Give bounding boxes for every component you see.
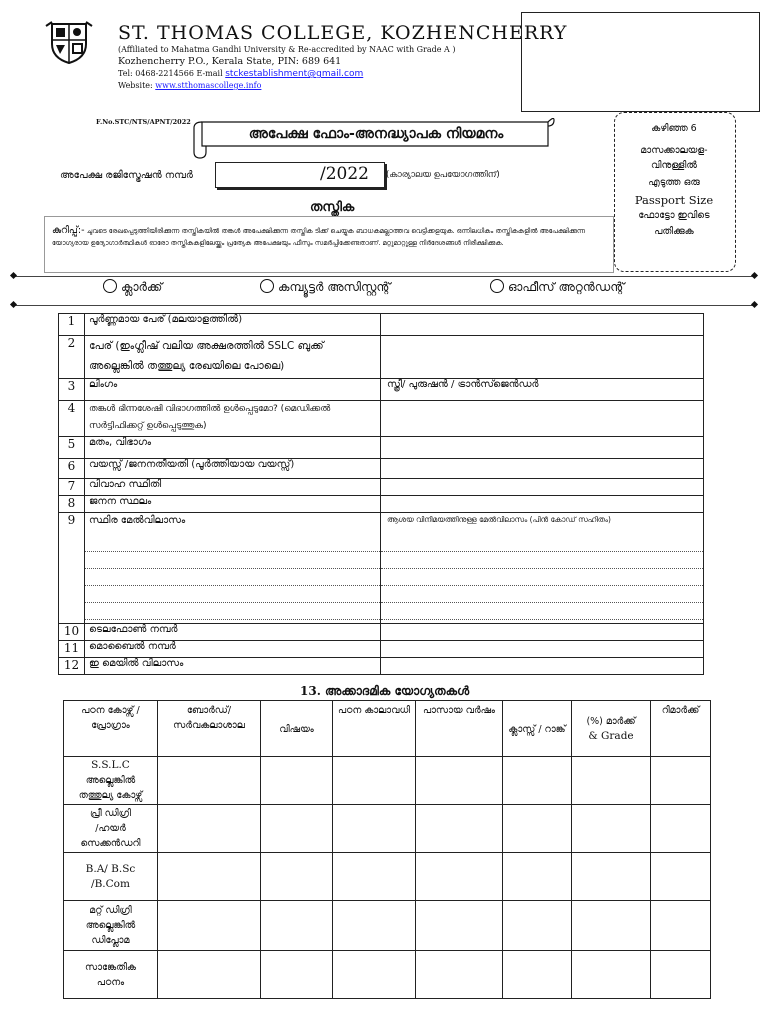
table-row	[59, 496, 704, 513]
divider-diamond	[751, 272, 758, 279]
website-label: Website:	[118, 81, 153, 90]
table-row	[64, 901, 711, 951]
table-row	[59, 336, 704, 379]
passport-line-4: എടുത്ത ഒരു	[648, 177, 700, 188]
duration-field[interactable]	[333, 853, 416, 901]
divider-diamond	[10, 301, 17, 308]
row-number: 4	[59, 401, 85, 437]
row-value-field[interactable]	[381, 401, 704, 437]
address-line	[381, 586, 703, 603]
board-field[interactable]	[158, 951, 261, 999]
passport-line-3: വിനുള്ളിൽ	[651, 160, 697, 171]
passport-line-7: പതിക്കുക	[654, 226, 694, 237]
col-header: പഠന കാലാവധി	[333, 701, 416, 757]
remark-field[interactable]	[651, 853, 711, 901]
subject-field[interactable]	[261, 805, 333, 853]
registration-note: (കാര്യാലയ ഉപയോഗത്തിന്)	[386, 170, 500, 180]
class-field[interactable]	[503, 853, 572, 901]
row-number: 6	[59, 459, 85, 479]
radio-icon[interactable]	[490, 279, 504, 293]
header-photo-box	[521, 12, 760, 112]
row-number: 7	[59, 479, 85, 496]
course-line: അല്ലെങ്കിൽ	[85, 920, 136, 931]
row-label: വയസ്സ് /ജനനതീയതി (പൂർത്തിയായ വയസ്സ്)	[85, 459, 381, 479]
note-prefix: കുറിപ്പ്:-	[52, 225, 85, 236]
email-link[interactable]: stckestablishment@gmail.com	[225, 69, 364, 79]
course-line: തത്തുല്യ കോഴ്സ്	[78, 790, 143, 801]
post-option-clerk[interactable]	[103, 279, 162, 295]
row-label: മതം, വിഭാഗം	[85, 437, 381, 459]
address-line	[85, 552, 380, 569]
course-cell	[64, 805, 158, 853]
website-line	[118, 81, 261, 90]
subject-field[interactable]	[261, 853, 333, 901]
post-label: ഓഫീസ് അറ്റൻഡന്റ്	[508, 280, 625, 294]
subject-field[interactable]	[261, 901, 333, 951]
post-option-computer-assistant[interactable]	[260, 279, 391, 295]
passport-line-6: ഫോട്ടോ ഇവിടെ	[638, 210, 710, 221]
marks-field[interactable]	[572, 757, 651, 805]
address-line	[381, 569, 703, 586]
col-header: പാസായ വർഷം	[416, 701, 503, 757]
year-field[interactable]	[416, 805, 503, 853]
class-field[interactable]	[503, 901, 572, 951]
year-field[interactable]	[416, 901, 503, 951]
row-value-field[interactable]	[381, 479, 704, 496]
address-line	[85, 535, 380, 552]
row-label: പേര് (ഇംഗ്ലീഷ് വലിയ അക്ഷരത്തിൽ SSLC ബുക്ക് അല്ലെങ്കിൽ തത്തുല്യ രേഖയിലെ പോലെ)	[85, 336, 381, 379]
col-header: ബോർഡ്/ സർവകലാശാല	[158, 701, 261, 757]
duration-field[interactable]	[333, 901, 416, 951]
row-number: 9	[59, 513, 85, 624]
duration-field[interactable]	[333, 951, 416, 999]
remark-field[interactable]	[651, 805, 711, 853]
passport-line-2: മാസക്കാലയള-	[640, 145, 708, 156]
row-label: തങ്കൾ ഭിന്നശേഷി വിഭാഗത്തിൽ ഉൾപ്പെടുമോ? (മെഡിക്കൽ സർട്ടിഫിക്കറ്റ് ഉൾപ്പെടുത്തുക)	[85, 401, 381, 437]
permanent-address-field[interactable]	[85, 513, 381, 624]
course-line: S.S.L.C	[91, 759, 130, 771]
registration-year: /2022	[320, 164, 369, 184]
year-field[interactable]	[416, 853, 503, 901]
year-field[interactable]	[416, 757, 503, 805]
course-line: പ്രീ ഡിഗ്രി	[90, 808, 131, 819]
table-row	[64, 805, 711, 853]
subject-field[interactable]	[261, 951, 333, 999]
post-label: ക്ലാർക്ക്	[121, 280, 163, 294]
row-label: ലിംഗം	[85, 379, 381, 401]
col-header-marks	[572, 701, 651, 757]
row-label: മൊബൈൽ നമ്പർ	[85, 641, 381, 658]
row-value-field[interactable]	[381, 314, 704, 336]
remark-field[interactable]	[651, 757, 711, 805]
duration-field[interactable]	[333, 805, 416, 853]
col-header: റിമാർക്ക്	[651, 701, 711, 757]
duration-field[interactable]	[333, 757, 416, 805]
col-header: (%) മാർക്ക്	[586, 716, 636, 727]
course-line: സെക്കൻഡറി	[80, 838, 141, 849]
row-number: 3	[59, 379, 85, 401]
passport-line-5: Passport Size	[634, 193, 714, 207]
table-row	[64, 951, 711, 999]
college-logo	[44, 18, 94, 64]
subject-field[interactable]	[261, 757, 333, 805]
tel-label: Tel: 0468-2214566 E-mail	[118, 69, 223, 78]
row-value-field[interactable]	[381, 437, 704, 459]
row-value-field[interactable]	[381, 459, 704, 479]
post-label: കമ്പ്യൂട്ടർ അസിസ്റ്റന്റ്	[278, 280, 391, 294]
table-row	[59, 624, 704, 641]
row-value-field[interactable]	[381, 496, 704, 513]
course-line: B.A/ B.Sc	[85, 862, 136, 875]
row-number: 8	[59, 496, 85, 513]
form-title: അപേക്ഷ ഫോം-അനദ്ധ്യാപക നിയമനം	[248, 126, 504, 142]
address-line	[85, 569, 380, 586]
course-line: ഡിപ്ലോമ	[91, 935, 130, 946]
board-field[interactable]	[158, 901, 261, 951]
contact-line	[118, 69, 363, 79]
class-field[interactable]	[503, 757, 572, 805]
col-header: പഠന കോഴ്സ് /പ്രോഗ്രാം	[64, 701, 158, 757]
course-cell	[64, 901, 158, 951]
course-line: മറ്റ് ഡിഗ്രി	[89, 905, 132, 916]
table-row	[59, 379, 704, 401]
row-number: 5	[59, 437, 85, 459]
course-line: /ഹയർ	[95, 823, 126, 834]
post-option-office-attendant[interactable]	[490, 279, 624, 295]
board-field[interactable]	[158, 853, 261, 901]
row-value-field[interactable]	[381, 658, 704, 675]
radio-icon[interactable]	[260, 279, 274, 293]
education-section-title: 13. അക്കാദമിക യോഗ്യതകൾ	[300, 684, 470, 698]
row-number: 2	[59, 336, 85, 379]
remark-field[interactable]	[651, 901, 711, 951]
row-label: വിവാഹ സ്ഥിതി	[85, 479, 381, 496]
col-header: വിഷയം	[261, 701, 333, 757]
divider-diamond	[10, 272, 17, 279]
table-row	[64, 757, 711, 805]
address-line	[85, 603, 380, 620]
col-header: & Grade	[588, 730, 634, 742]
table-header-row	[64, 701, 711, 757]
table-row	[59, 479, 704, 496]
divider-diamond	[751, 301, 758, 308]
college-name: ST. THOMAS COLLEGE, KOZHENCHERRY	[118, 22, 568, 44]
class-field[interactable]	[503, 805, 572, 853]
note-body: ചുവടെ രേഖപ്പെടുത്തിയിരിക്കുന്ന തസ്തികയിൽ തങ്കൾ അപേക്ഷിക്കുന്ന തസ്തിക ടിക്ക് ചെയ്യുക ബാധകമല്ലാത്തവ വെട്ടിക്കളയുക. ഒന്നിലധികം തസ്തികകളിൽ അപേക്ഷിക്കുന്ന യോഗ്യരായ ഉദ്യോഗാർത്ഥികൾ ഓരോ തസ്തികകളിലേയ്ക്കും പ്രത്യേക അപേക്ഷയും ഫീസും സമർപ്പിക്കേണ്ടതാണ്. മറ്റുമാറ്റുള്ള നിർദേശങ്ങൾ നിരീക്ഷിക്കുക.	[52, 227, 586, 247]
class-field[interactable]	[503, 951, 572, 999]
row-number: 10	[59, 624, 85, 641]
passport-line-1: കഴിഞ്ഞ 6	[651, 123, 697, 134]
divider-bottom	[14, 305, 754, 306]
row-value-field[interactable]	[381, 641, 704, 658]
table-row	[59, 314, 704, 336]
row-number: 12	[59, 658, 85, 675]
gender-options[interactable]: സ്ത്രീ/ പുരുഷൻ / ട്രാൻസ്ജെൻഡർ	[381, 379, 704, 401]
personal-details-table	[58, 313, 704, 675]
board-field[interactable]	[158, 805, 261, 853]
marks-field[interactable]	[572, 805, 651, 853]
post-section-title: തസ്തിക	[310, 200, 355, 215]
course-line: /B.Com	[91, 877, 130, 890]
table-row	[59, 401, 704, 437]
table-row	[64, 853, 711, 901]
address-line	[85, 586, 380, 603]
education-table	[63, 700, 711, 999]
row-label: ഇ മെയിൽ വിലാസം	[85, 658, 381, 675]
communication-address-field[interactable]	[381, 513, 704, 624]
address-line	[381, 535, 703, 552]
file-number: F.No.STC/NTS/APNT/2022	[96, 118, 191, 126]
course-line: പഠനം	[96, 976, 125, 988]
row-number: 11	[59, 641, 85, 658]
address-line	[381, 552, 703, 569]
website-link[interactable]: www.stthomascollege.info	[155, 81, 262, 90]
course-cell	[64, 757, 158, 805]
table-row	[59, 513, 704, 624]
course-cell	[64, 951, 158, 999]
row-label: ആശയ വിനിമയത്തിനുള്ള മേൽവിലാസം (പിൻ കോഡ് സഹിതം)	[387, 515, 611, 524]
row-value-field[interactable]	[381, 624, 704, 641]
radio-icon[interactable]	[103, 279, 117, 293]
row-label: ജനന സ്ഥലം	[85, 496, 381, 513]
table-row	[59, 459, 704, 479]
table-row	[59, 437, 704, 459]
remark-field[interactable]	[651, 951, 711, 999]
table-row	[59, 641, 704, 658]
col-header: ക്ലാസ്സ് / റാങ്ക്	[503, 701, 572, 757]
marks-field[interactable]	[572, 951, 651, 999]
registration-label: അപേക്ഷ രജിസ്ട്രേഷൻ നമ്പർ	[60, 170, 193, 181]
year-field[interactable]	[416, 951, 503, 999]
passport-photo-box	[614, 112, 736, 272]
row-label: പൂർണ്ണമായ പേര് (മലയാളത്തിൽ)	[85, 314, 381, 336]
affiliation: (Affiliated to Mahatma Gandhi University & Re-accredited by NAAC with Grade A )	[118, 45, 456, 54]
note-text	[52, 225, 608, 249]
address-line	[381, 603, 703, 620]
row-label: സ്ഥിര മേൽവിലാസം	[89, 515, 186, 526]
row-value-field[interactable]	[381, 336, 704, 379]
row-label: ടെലഫോൺ നമ്പർ	[85, 624, 381, 641]
row-number: 1	[59, 314, 85, 336]
table-row	[59, 658, 704, 675]
divider-top	[14, 276, 754, 277]
marks-field[interactable]	[572, 853, 651, 901]
course-line: സാങ്കേതിക	[85, 961, 136, 973]
course-cell	[64, 853, 158, 901]
address: Kozhencherry P.O., Kerala State, PIN: 689 641	[118, 56, 342, 67]
course-line: അല്ലെങ്കിൽ	[85, 775, 136, 786]
board-field[interactable]	[158, 757, 261, 805]
marks-field[interactable]	[572, 901, 651, 951]
